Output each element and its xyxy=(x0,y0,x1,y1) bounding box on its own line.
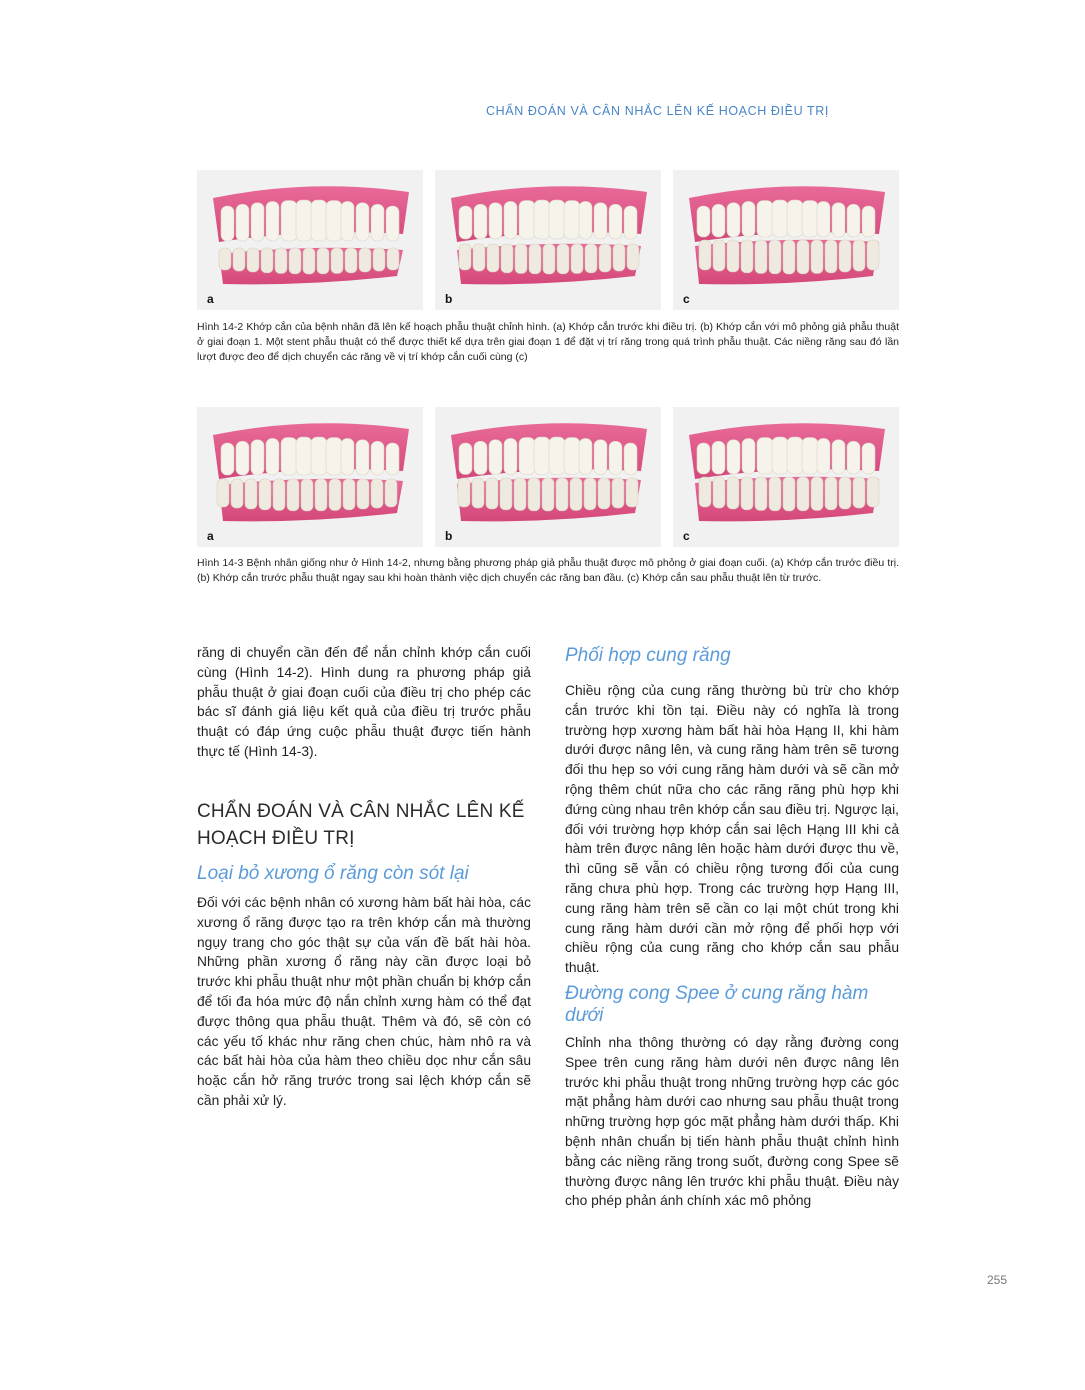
upper-tooth xyxy=(847,204,860,237)
lower-tooth xyxy=(755,240,767,273)
upper-tooth xyxy=(727,440,740,474)
panel-label: a xyxy=(207,292,214,306)
upper-tooth xyxy=(459,443,472,475)
figure-14-2-panel-c xyxy=(673,170,899,310)
lower-tooth xyxy=(472,478,484,508)
page-number: 255 xyxy=(987,1273,1008,1287)
upper-tooth xyxy=(549,200,565,239)
figure-14-3-caption: Hình 14-3 Bệnh nhân giống như ở Hình 14-2, nhưng bằng phương pháp giả phẫu thuật được mô phỏng ở giai đoạn cuối. (a) Khớp cắn trước điều trị. (b) Khớp cắn trước phẫu thuật ngay sau khi hoàn thành việc dịch chuyển các răng ban đầu. (c) Khớp cắn sau phẫu thuật lên từ trước. xyxy=(197,557,899,584)
figure-14-3-panel-b xyxy=(435,407,661,547)
lower-tooth xyxy=(557,244,569,274)
upper-tooth xyxy=(251,203,264,241)
lower-tooth xyxy=(627,244,639,270)
upper-tooth xyxy=(787,200,803,237)
upper-tooth xyxy=(386,443,399,475)
upper-tooth xyxy=(594,203,607,239)
figure-14-2-caption: Hình 14-2 Khớp cắn của bệnh nhân đã lên kế hoạch phẫu thuật chỉnh hình. (a) Khớp cắn trước khi điều trị. (b) Khớp cắn với mô phỏng giả phẫu thuật ở giai đoạn 1. Một stent phẫu thuật có thể được thiết kế dựa trên giai đoạn 1 để đặt vị trí răng trong quá trình phẫu thuật. Các niềng răng sau đó lần lượt được đeo để dịch chuyển các răng về vị trí khớp cắn cuối cùng (c) xyxy=(197,321,899,363)
lower-tooth xyxy=(867,477,879,507)
lower-tooth xyxy=(542,478,554,511)
panel-label: c xyxy=(683,292,690,306)
lower-tooth xyxy=(853,477,865,508)
lower-tooth xyxy=(839,240,851,272)
upper-tooth xyxy=(266,438,279,475)
dental-model-image xyxy=(435,407,661,547)
upper-tooth xyxy=(787,437,803,474)
lower-tooth xyxy=(487,244,499,272)
lower-tooth xyxy=(811,240,823,273)
upper-tooth xyxy=(712,204,725,237)
upper-tooth xyxy=(624,443,637,475)
dental-model-image xyxy=(197,170,423,310)
dental-model-image xyxy=(673,170,899,310)
lower-tooth xyxy=(853,240,865,271)
dental-model-image xyxy=(197,407,423,547)
panel-label: c xyxy=(683,529,690,543)
upper-tooth xyxy=(742,201,755,237)
lower-tooth xyxy=(571,244,583,273)
lower-tooth xyxy=(343,479,355,510)
panel-label: b xyxy=(445,529,453,543)
upper-tooth xyxy=(504,438,517,474)
lower-tooth xyxy=(458,478,470,507)
upper-tooth xyxy=(802,201,818,237)
lower-tooth xyxy=(315,479,327,511)
lower-tooth xyxy=(317,248,329,274)
upper-tooth xyxy=(326,438,342,475)
lower-tooth xyxy=(515,244,527,273)
lower-tooth xyxy=(543,244,555,274)
section-heading: CHẨN ĐOÁN VÀ CÂN NHẮC LÊN KẾ HOẠCH ĐIỀU TRỊ xyxy=(197,801,525,849)
upper-tooth xyxy=(697,443,710,474)
upper-tooth xyxy=(459,206,472,239)
upper-tooth xyxy=(624,206,637,239)
upper-tooth xyxy=(341,438,354,475)
body-text: Chiều rộng của cung răng thường bù trừ cho khớp cắn trước khi tồn tại. Điều này có nghĩa là trong trường hợp xương hàm bất hài hòa Hạng II, khi hàm dưới được nâng lên, và cung răng hàm trên sẽ tương đối thu hẹp so với cung răng hàm dưới và sẽ cần mở rộng thêm chút nữa cho các răng răng phù hợp khi đứng cùng nhau trên khớp cắn sau điều trị. Ngược lại, đối với trường hợp khớp cắn sai lệch Hạng III khi cả hàm trên được nâng lên hoặc hàm dưới được thu về, thì cũng sẽ vẫn có chiều rộng tương đối của cung răng chưa phù hợp. Trong các trường hợp Hạng III, cung răng hàm trên sẽ cần co lại một chút trong khi cung răng hàm dưới cần mở rộng để phối hợp với chiều rộng của cung răng cho khớp cắn sau phẫu thuật. xyxy=(565,683,899,976)
upper-tooth xyxy=(549,437,565,474)
right-body-paragraph-2 xyxy=(565,1033,899,1211)
upper-tooth xyxy=(296,437,312,475)
lower-tooth xyxy=(528,478,540,511)
lower-tooth xyxy=(699,477,711,507)
upper-tooth xyxy=(862,206,875,237)
lower-tooth xyxy=(570,478,582,510)
upper-tooth xyxy=(534,200,550,239)
dental-model-image xyxy=(435,170,661,310)
upper-tooth xyxy=(712,441,725,474)
upper-tooth xyxy=(371,441,384,475)
lower-tooth xyxy=(514,478,526,510)
lower-tooth xyxy=(345,248,357,273)
upper-tooth xyxy=(474,204,487,239)
upper-tooth xyxy=(832,440,845,474)
lower-tooth xyxy=(371,479,383,508)
upper-tooth xyxy=(474,441,487,474)
lower-tooth xyxy=(529,244,541,274)
left-body-paragraph xyxy=(197,893,531,1111)
lower-tooth xyxy=(331,248,343,273)
upper-tooth xyxy=(519,438,535,475)
panel-label: a xyxy=(207,529,214,543)
upper-tooth xyxy=(832,203,845,237)
lower-tooth xyxy=(259,479,271,510)
lower-tooth xyxy=(825,240,837,273)
lower-tooth xyxy=(247,248,259,272)
lower-tooth xyxy=(217,479,229,507)
body-text: Đối với các bệnh nhân có xương hàm bất hài hòa, các xương ổ răng được tạo ra trên khớp cắn mà thường ngụy trang cho góc thật sự của vấn đề bất hài hòa. Những phần xương ổ răng này cần được loại bỏ trước khi phẫu thuật như một phần chuẩn bị khớp cắn để tối đa hóa mức độ nắn chỉnh xưng hàm có thể đạt được thông qua phẫu thuật. Thêm và đó, sẽ còn có các yếu tố khác như răng chen chúc, hàm nhô ra và các bất hài hòa của hàm theo chiều dọc như cắn sâu hoặc cắn hở răng trước trong sai lệch khớp cắn sẽ cần phải xử lý. xyxy=(197,895,531,1108)
lower-tooth xyxy=(713,240,725,271)
upper-tooth xyxy=(489,203,502,239)
lower-tooth xyxy=(501,244,513,273)
upper-tooth xyxy=(221,443,234,475)
lower-tooth xyxy=(231,479,243,508)
lower-tooth xyxy=(233,248,245,271)
panel-label: b xyxy=(445,292,453,306)
upper-tooth xyxy=(311,200,327,241)
lower-tooth xyxy=(500,478,512,510)
lower-tooth xyxy=(867,240,879,270)
lower-tooth xyxy=(219,248,231,270)
upper-tooth xyxy=(311,437,327,475)
lower-tooth xyxy=(839,477,851,509)
lower-tooth xyxy=(613,244,625,271)
upper-tooth xyxy=(341,201,354,241)
upper-tooth xyxy=(772,437,788,474)
dental-model-image xyxy=(673,407,899,547)
upper-tooth xyxy=(489,440,502,475)
lower-tooth xyxy=(273,479,285,510)
upper-tooth xyxy=(802,438,818,474)
upper-tooth xyxy=(356,440,369,475)
running-head: CHẨN ĐOÁN VÀ CÂN NHẮC LÊN KẾ HOẠCH ĐIỀU TRỊ xyxy=(486,104,829,118)
lower-tooth xyxy=(459,244,471,270)
figure-14-2-panel-b xyxy=(435,170,661,310)
upper-tooth xyxy=(579,438,592,474)
lower-tooth xyxy=(755,477,767,510)
upper-tooth xyxy=(579,201,592,239)
lower-tooth xyxy=(741,240,753,273)
lower-tooth xyxy=(385,479,397,507)
upper-tooth xyxy=(564,438,580,475)
lower-tooth xyxy=(811,477,823,510)
lower-tooth xyxy=(783,477,795,511)
upper-tooth xyxy=(386,206,399,241)
lower-tooth xyxy=(473,244,485,271)
lower-tooth xyxy=(275,248,287,273)
subheading-alveolar-bone: Loại bỏ xương ổ răng còn sót lại xyxy=(197,863,469,884)
upper-tooth xyxy=(772,200,788,237)
lower-tooth xyxy=(599,244,611,272)
upper-tooth xyxy=(371,204,384,241)
lower-tooth xyxy=(825,477,837,510)
upper-tooth xyxy=(742,438,755,474)
figure-14-2-panel-a xyxy=(197,170,423,310)
lower-tooth xyxy=(373,248,385,271)
lower-tooth xyxy=(769,240,781,274)
body-text: Chỉnh nha thông thường có dạy rằng đường cong Spee trên cung răng hàm dưới nên được nâng lên trước khi phẫu thuật trong những trường hợp các góc mặt phẳng hàm dưới cao nhưng sau phẫu thuật trong những trường hợp góc mặt phẳng hàm dưới thấp. Khi bệnh nhân chuẩn bị tiến hành phẫu thuật chỉnh hình bằng các niềng răng trong suốt, đường cong Spee sẽ thường được nâng lên trước khi phẫu thuật. Điều này cho phép phản ánh chính xác mô phỏng xyxy=(565,1035,899,1209)
upper-tooth xyxy=(862,443,875,474)
lower-tooth xyxy=(626,478,638,507)
upper-tooth xyxy=(236,204,249,241)
upper-tooth xyxy=(221,206,234,241)
upper-tooth xyxy=(356,203,369,241)
lower-tooth xyxy=(699,240,711,270)
lower-tooth xyxy=(584,478,596,510)
lower-tooth xyxy=(797,240,809,274)
upper-tooth xyxy=(251,440,264,475)
upper-tooth xyxy=(727,203,740,237)
upper-tooth xyxy=(519,201,535,239)
upper-tooth xyxy=(609,441,622,474)
figure-14-3-images xyxy=(197,407,899,547)
lower-tooth xyxy=(261,248,273,273)
upper-tooth xyxy=(757,438,773,474)
lower-tooth xyxy=(245,479,257,509)
subheading-curve-of-spee: Đường cong Spee ở cung răng hàm dưới xyxy=(565,983,869,1026)
upper-tooth xyxy=(609,204,622,239)
lower-tooth xyxy=(287,479,299,511)
upper-tooth xyxy=(847,441,860,474)
lower-tooth xyxy=(797,477,809,511)
upper-tooth xyxy=(266,201,279,241)
upper-tooth xyxy=(236,441,249,475)
figure-14-2-images xyxy=(197,170,899,310)
lower-tooth xyxy=(713,477,725,508)
upper-tooth xyxy=(296,200,312,241)
lower-tooth xyxy=(585,244,597,273)
upper-tooth xyxy=(757,201,773,237)
lower-tooth xyxy=(329,479,341,510)
lower-tooth xyxy=(598,478,610,509)
upper-tooth xyxy=(281,201,297,241)
left-intro-paragraph xyxy=(197,643,531,762)
lower-tooth xyxy=(486,478,498,509)
lower-tooth xyxy=(301,479,313,511)
lower-tooth xyxy=(357,479,369,509)
figure-14-3-panel-c xyxy=(673,407,899,547)
upper-tooth xyxy=(817,201,830,237)
upper-tooth xyxy=(817,438,830,474)
upper-tooth xyxy=(564,201,580,239)
upper-tooth xyxy=(534,437,550,474)
upper-tooth xyxy=(281,438,297,475)
lower-tooth xyxy=(741,477,753,510)
upper-tooth xyxy=(504,201,517,239)
lower-tooth xyxy=(612,478,624,508)
right-body-paragraph-1 xyxy=(565,681,899,978)
body-text: răng di chuyển cần đến để nắn chỉnh khớp cắn cuối cùng (Hình 14-2). Hình dung ra phương pháp giả phẫu thuật ở giai đoạn cuối của điều trị cho phép các bác sĩ đánh giá liệu kết quả của điều trị trước phẫu thuật có đáp ứng cuộc phẫu thuật được tiến hành thực tế (Hình 14-3). xyxy=(197,645,531,759)
lower-tooth xyxy=(387,248,399,270)
lower-tooth xyxy=(727,240,739,272)
subheading-arch-coordination: Phối hợp cung răng xyxy=(565,645,731,666)
lower-tooth xyxy=(359,248,371,272)
lower-tooth xyxy=(769,477,781,511)
upper-tooth xyxy=(697,206,710,237)
lower-tooth xyxy=(289,248,301,274)
lower-tooth xyxy=(303,248,315,274)
lower-tooth xyxy=(783,240,795,274)
figure-14-3-panel-a xyxy=(197,407,423,547)
upper-tooth xyxy=(326,201,342,241)
upper-tooth xyxy=(594,440,607,475)
lower-tooth xyxy=(556,478,568,511)
lower-tooth xyxy=(727,477,739,509)
